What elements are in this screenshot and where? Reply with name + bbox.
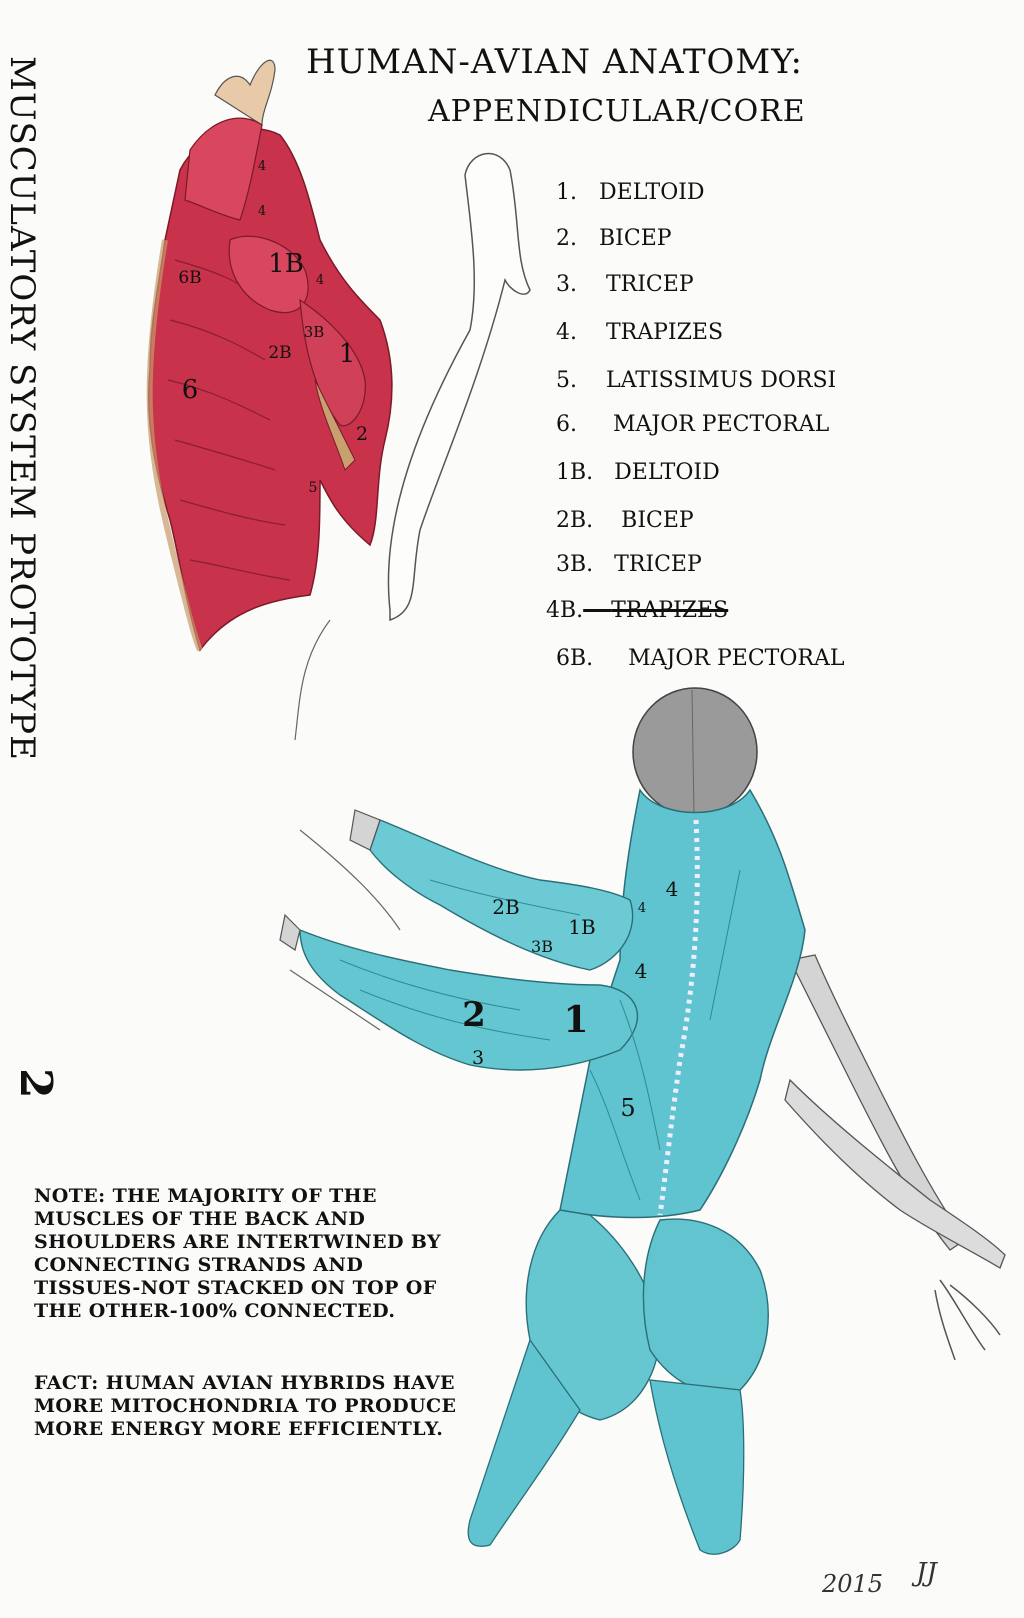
back-label: 2 (462, 995, 486, 1035)
fact-text: FACT: HUMAN AVIAN HYBRIDS HAVE MORE MITOCHONDRIA TO PRODUCE MORE ENERGY MORE EFFICIENTLY. (34, 1372, 457, 1440)
legend-item-struck: 4B. TRAPIZES (546, 598, 729, 623)
legend-item: 3B. TRICEP (556, 552, 702, 577)
back-label: 3 (471, 1047, 485, 1069)
front-label: 4 (257, 159, 267, 174)
legend-item: 6. MAJOR PECTORAL (556, 412, 830, 437)
front-label: 6 (181, 375, 199, 405)
side-title-number: 2 (10, 1068, 61, 1099)
back-label: 4 (665, 877, 679, 901)
back-label: 1 (563, 999, 589, 1041)
legend-item: 4. TRAPIZES (556, 320, 724, 345)
front-label: 1B (268, 249, 304, 279)
front-label: 2 (355, 423, 369, 445)
back-label: 2B (492, 895, 520, 919)
legend-item: 6B. MAJOR PECTORAL (556, 646, 845, 671)
front-label: 2B (268, 343, 292, 363)
page-title: HUMAN-AVIAN ANATOMY: (306, 42, 803, 82)
front-label: 6B (178, 268, 202, 288)
side-title: MUSCULATORY SYSTEM PROTOTYPE (2, 56, 42, 761)
back-label: 5 (620, 1094, 636, 1122)
front-label: 5 (308, 480, 318, 496)
legend-item: 2B. BICEP (556, 508, 694, 533)
back-label: 1B (568, 915, 596, 939)
artist-signature: JJ (916, 1558, 937, 1588)
legend-item: 5. LATISSIMUS DORSI (556, 368, 837, 393)
back-label: 3B (531, 937, 553, 956)
note-text: NOTE: THE MAJORITY OF THE MUSCLES OF THE BACK AND SHOULDERS ARE INTERTWINED BY CONNECTING STRANDS AND TISSUES-NOT STACKED ON TOP OF THE OTHER-100% CONNECTED. (34, 1185, 441, 1322)
signature-year: 2015 (822, 1570, 884, 1598)
front-label: 1 (338, 339, 356, 369)
page-subtitle: APPENDICULAR/CORE (428, 94, 806, 129)
back-label: 4 (634, 959, 648, 983)
front-torso-muscles (149, 60, 530, 740)
front-label: 4 (315, 273, 325, 288)
legend-item: 1. DELTOID (556, 180, 705, 205)
legend-item: 3. TRICEP (556, 272, 694, 297)
front-label: 3B (303, 323, 325, 341)
legend-item: 2. BICEP (556, 226, 672, 251)
back-label: 4 (637, 901, 647, 916)
front-label: 4 (257, 204, 267, 219)
legend-item: 1B. DELTOID (556, 460, 720, 485)
